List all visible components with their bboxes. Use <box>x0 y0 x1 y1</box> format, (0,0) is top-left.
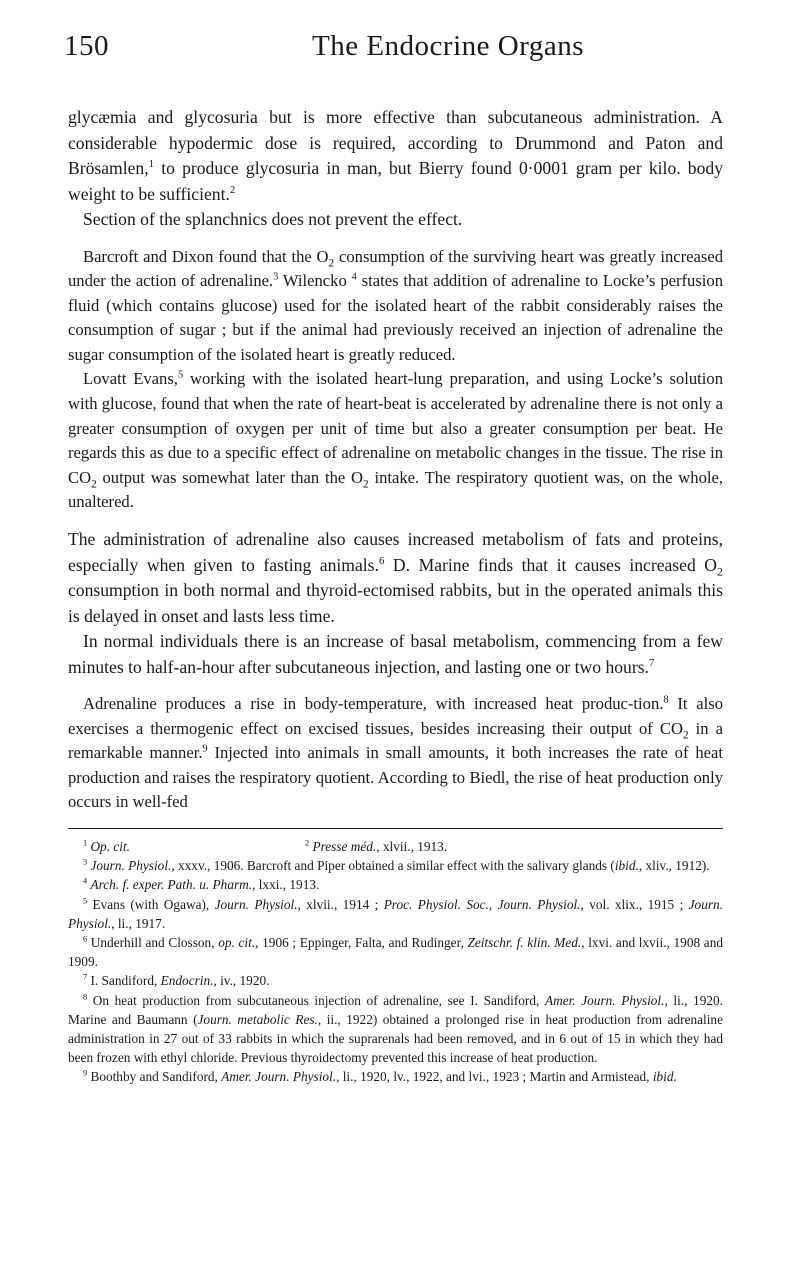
footnote-6: $^6$ Underhill and Closson, op. cit., 1906 ; Eppinger, Falta, and Rudinger, Zeitschr. f. klin. Med., lxvi. and lxvii., 1908 and 1909. <box>68 934 724 970</box>
book-page <box>64 28 724 1087</box>
paragraph-barcroft-dixon: Barcroft and Dixon found that the $O_2$ consumption of the surviving heart was greatly increased under the action of adrenaline.$^3$ Wilencko $^4$ states that addition of adrenaline to Locke’s perfusion fluid (which contains glucose) used for the isolated heart of the rabbit considerably raises the consumption of sugar ; but if the animal had previously received an injection of adrenaline the sugar consumption of the isolated heart is greatly reduced. <box>68 246 724 364</box>
footnote-2: $^2$ Presse méd., xlvii., 1913. <box>305 838 448 854</box>
footnote-3: $^3$ Journ. Physiol., xxxv., 1906. Barcroft and Piper obtained a similar effect with the salivary glands (ibid., xliv., 1912). <box>83 857 710 874</box>
page-number: 150 <box>64 30 109 62</box>
paragraph-fats-proteins: The administration of adrenaline also causes increased metabolism of fats and proteins, especially when given to fasting animals.$^6$ D. Marine finds that it causes increased $O_2$ consumption in both normal and thyroid-ectomised rabbits, but in the operated animals this is delayed in onset and lasts less time. <box>68 529 723 626</box>
footnote-8: $^8$ On heat production from subcutaneous injection of adrenaline, see I. Sandiford, Amer. Journ. Physiol., li., 1920. Marine and Baumann (Journ. metabolic Res., ii., 1922) obtained a prolonged rise in heat production from adrenaline administration in 27 out of 33 rabbits in which the suprarenals had been removed, and in 6 out of 15 in which they had been frozen with ethyl chloride. Previous thyroidectomy prevented this increase of heat production. <box>68 992 723 1066</box>
footnote-divider <box>68 828 723 829</box>
paragraph-body-temperature: Adrenaline produces a rise in body-temperature, with increased heat produc-tion.$^8$ It also exercises a thermogenic effect on excised tissues, besides increasing their output of $CO_2$ in a remarkable manner.$^9$ Injected into animals in small amounts, it both increases the rate of heat production and raises the respiratory quotient. According to Biedl, the rise of heat production only occurs in well-fed <box>68 694 723 812</box>
footnote-5: $^5$ Evans (with Ogawa), Journ. Physiol., xlvii., 1914 ; Proc. Physiol. Soc., Journ. Physiol., vol. xlix., 1915 ; Journ. Physiol., li., 1917. <box>68 896 723 931</box>
footnote-1: $^1$ Op. cit. <box>83 838 130 854</box>
paragraph-splanchnics: Section of the splanchnics does not prevent the effect. <box>83 209 463 229</box>
footnote-row <box>68 837 723 856</box>
body-text <box>68 105 723 815</box>
paragraph-glycaemia: glycæmia and glycosuria but is more effective than subcutaneous administration. A considerable hypodermic dose is required, according to Drummond and Paton and Brösamlen,$^1$ to produce glycosuria in man, but Bierry found 0·0001 gram per kilo. body weight to be sufficient.$^2$ <box>68 107 723 204</box>
page-header <box>64 28 723 72</box>
footnote-4: $^4$ Arch. f. exper. Path. u. Pharm., lxxi., 1913. <box>83 876 320 893</box>
paragraph-basal-metabolism: In normal individuals there is an increase of basal metabolism, commencing from a few minutes to half-an-hour after subcutaneous injection, and lasting one or two hours.$^7$ <box>68 631 723 677</box>
footnote-9: $^9$ Boothby and Sandiford, Amer. Journ. Physiol., li., 1920, lv., 1922, and lvi., 1923 ; Martin and Armistead, ibid. <box>83 1069 677 1085</box>
footnotes <box>68 837 723 1087</box>
running-title: The Endocrine Organs <box>312 30 584 62</box>
paragraph-lovatt-evans: Lovatt Evans,$^5$ working with the isolated heart-lung preparation, and using Locke’s solution with glucose, found that when the rate of heart-beat is accelerated by adrenaline there is not only a greater consumption of oxygen per unit of time but also a greater consumption per beat. He regards this as due to a specific effect of adrenaline on metabolic changes in the tissue. The rise in $CO_2$ output was somewhat later than the $O_2$ intake. The respiratory quotient was, on the whole, unaltered. <box>68 369 723 512</box>
footnote-7: $^7$ I. Sandiford, Endocrin., iv., 1920. <box>83 973 270 989</box>
